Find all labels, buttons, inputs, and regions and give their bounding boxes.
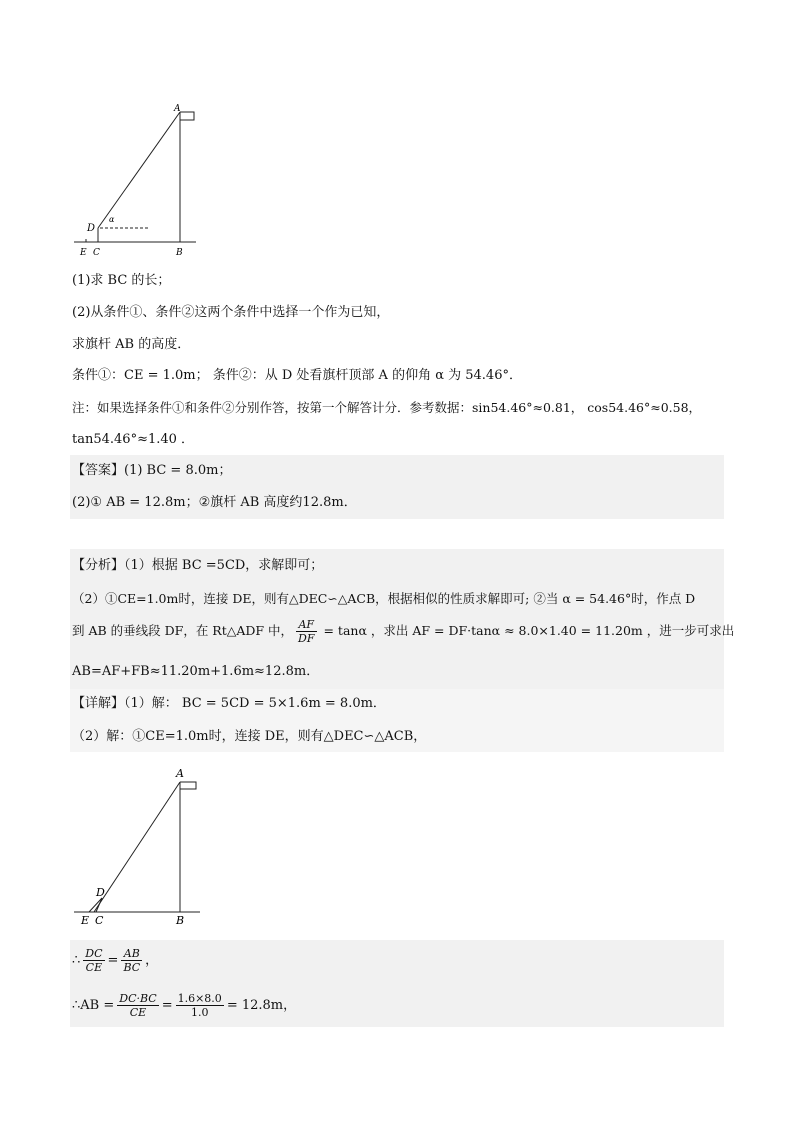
equals-sign: =: [161, 998, 173, 1013]
label-b-2: B: [176, 914, 185, 927]
equals-sign: =: [107, 953, 119, 968]
flag-shape-2: [180, 782, 196, 789]
fraction-numerator: AB: [121, 947, 142, 961]
comma: ，: [145, 953, 159, 968]
fraction-ab-bc: [121, 947, 142, 974]
label-d: D: [87, 223, 96, 234]
ab-computation-line: [72, 990, 296, 1022]
segment-dc: [96, 898, 102, 912]
fraction-dc-ce: [83, 947, 104, 974]
result-value: = 12.8m，: [226, 998, 297, 1013]
label-c-2: C: [95, 914, 104, 927]
line-ca: [94, 782, 180, 912]
analysis-line-4: AB=AF+FB≈11.20m+1.6m≈12.8m．: [72, 664, 320, 679]
therefore-ab: ∴AB =: [72, 998, 115, 1013]
fraction-numerator: AF: [296, 618, 316, 632]
conditions: 条件①：CE = 1.0m； 条件②：从 D 处看旗杆顶部 A 的仰角 α 为 54.46°．: [72, 368, 522, 383]
analysis-line-3-end: = tanα ，求出 AF = DF·tanα ≈ 8.0×1.40 = 11.20m ，进一步可求出: [319, 623, 735, 638]
proportion-line: [72, 945, 158, 977]
analysis-line-3: [72, 618, 734, 645]
label-a: A: [174, 104, 181, 114]
sight-line-da: [98, 112, 180, 228]
analysis-line-2: （2）①CE=1.0m时，连接 DE，则有△DEC∽△ACB，根据相似的性质求解即可; ②当 α = 54.46°时，作点 D: [72, 591, 696, 606]
label-b: B: [176, 248, 183, 258]
fraction-denominator: 1.0: [190, 1006, 209, 1019]
fraction-dcbc-ce: [117, 992, 158, 1019]
reference-note-continued: tan54.46°≈1.40 ．: [72, 432, 195, 447]
fraction-denominator: CE: [85, 961, 103, 974]
question-2-line-2: 求旗杆 AB 的高度．: [72, 337, 191, 352]
question-1: (1)求 BC 的长；: [72, 273, 171, 288]
fraction-denominator: CE: [129, 1006, 147, 1019]
fraction-denominator: DF: [298, 632, 315, 645]
detail-line-2: （2）解：①CE=1.0m时，连接 DE，则有△DEC∽△ACB，: [72, 729, 427, 744]
label-alpha: α: [109, 215, 115, 224]
figure-2-frame: [72, 756, 215, 939]
analysis-line-1: 【分析】（1）根据 BC =5CD，求解即可；: [72, 558, 324, 573]
fraction-denominator: BC: [123, 961, 141, 974]
fraction-numerator: DC·BC: [119, 992, 157, 1005]
answer-line-2: (2)① AB = 12.8m；②旗杆 AB 高度约12.8m．: [72, 495, 357, 510]
flagpole-figure-1: [70, 100, 200, 262]
question-2-line-1: (2)从条件①、条件②这两个条件中选择一个作为已知，: [72, 305, 390, 320]
label-a-2: A: [176, 767, 184, 780]
therefore-symbol: ∴: [72, 953, 81, 968]
analysis-line-3-start: 到 AB 的垂线段 DF，在 Rt△ADF 中，: [72, 623, 294, 638]
fraction-af-df: [296, 618, 316, 645]
label-e-2: E: [81, 914, 90, 927]
flagpole-figure-2: [72, 756, 215, 939]
label-d-2: D: [96, 886, 105, 899]
answer-line-1: 【答案】(1) BC = 8.0m；: [72, 463, 232, 478]
fraction-numerator: DC: [85, 947, 103, 960]
detail-line-1: 【详解】（1）解： BC = 5CD = 5×1.6m = 8.0m．: [72, 696, 386, 711]
label-c: C: [93, 248, 100, 258]
flag-shape: [180, 112, 194, 120]
reference-note: 注：如果选择条件①和条件②分别作答，按第一个解答计分．参考数据：sin54.46°≈0.81， cos54.46°≈0.58，: [72, 400, 702, 415]
fraction-numerator: 1.6×8.0: [177, 992, 222, 1005]
fraction-numeric: [176, 992, 224, 1019]
label-e: E: [80, 248, 87, 258]
